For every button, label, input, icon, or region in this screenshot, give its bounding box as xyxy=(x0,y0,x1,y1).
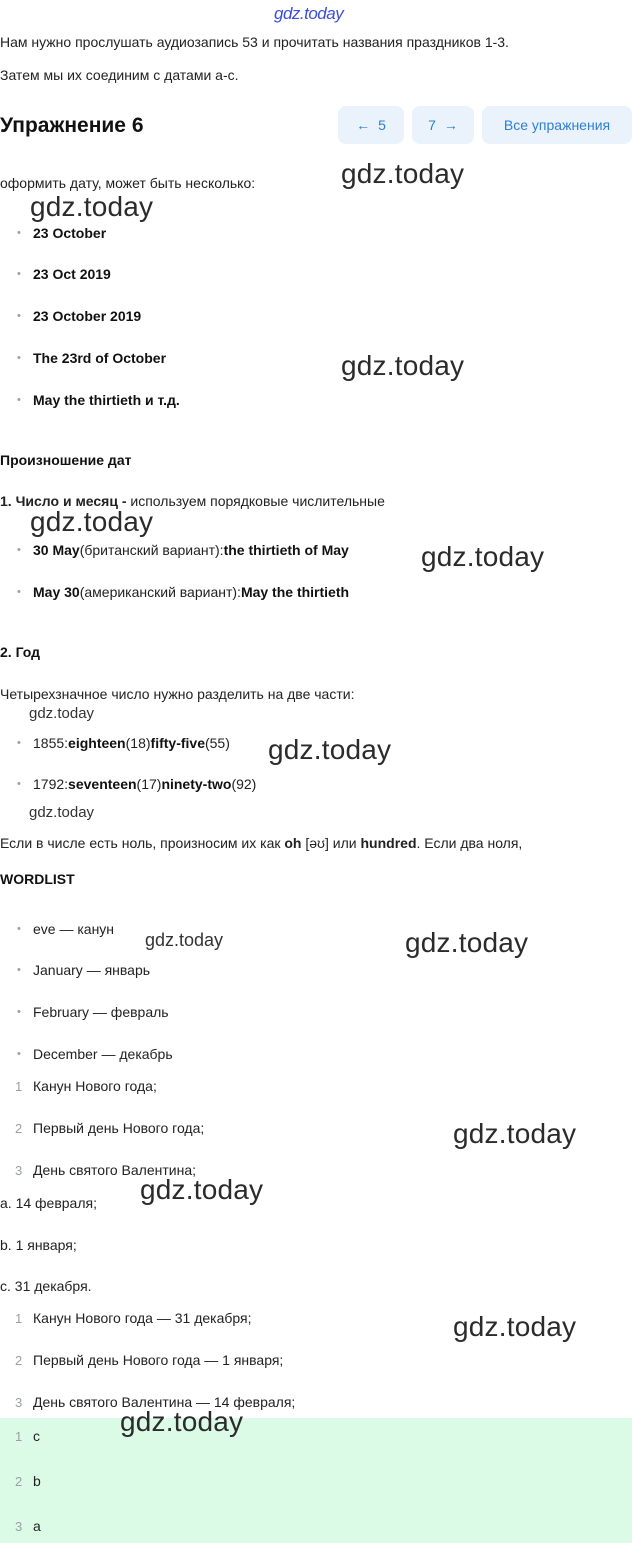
date-format-item: • May the thirtieth и т.д. xyxy=(0,388,180,412)
bullet-icon: • xyxy=(17,586,21,598)
bullet-icon: • xyxy=(17,544,21,556)
year-item: • 1855: eighteen (18) fifty-five (55) xyxy=(0,731,230,755)
watermark: gdz.today xyxy=(453,1311,577,1342)
prev-exercise-button[interactable] xyxy=(338,106,404,144)
bullet-icon: • xyxy=(17,923,21,935)
us-date-item: • May 30 (американский вариант): May the thirtieth xyxy=(0,580,349,604)
wordlist-item: • eve — канун xyxy=(0,917,114,941)
watermark: gdz.today xyxy=(140,1174,264,1205)
watermark: gdz.today xyxy=(421,541,545,572)
bullet-icon: • xyxy=(17,778,21,790)
bullet-icon: • xyxy=(17,1006,21,1018)
watermark: gdz.today xyxy=(341,350,465,381)
holiday-item: 3 День святого Валентина; xyxy=(15,1162,197,1178)
watermark: gdz.today xyxy=(145,930,224,950)
answer-row: 1 c xyxy=(15,1428,40,1444)
prev-exercise-label: 5 xyxy=(378,117,386,133)
top-watermark: gdz.today xyxy=(274,4,344,23)
watermark: gdz.today xyxy=(29,804,95,821)
wordlist-item: • December — декабрь xyxy=(0,1042,173,1066)
date-format-item: • 23 October 2019 xyxy=(0,304,141,328)
matched-item: 3 День святого Валентина — 14 февраля; xyxy=(15,1394,296,1410)
next-exercise-button[interactable] xyxy=(412,106,474,144)
bullet-icon: • xyxy=(17,737,21,749)
date-option-b: b. 1 января; xyxy=(0,1237,77,1253)
date-format-item: • 23 Oct 2019 xyxy=(0,262,111,286)
year-intro: Четырехзначное число нужно разделить на две части: xyxy=(0,686,355,702)
matched-item: 1 Канун Нового года — 31 декабря; xyxy=(15,1310,252,1326)
answer-row: 3 a xyxy=(15,1518,41,1534)
pronunciation-title: Произношение дат xyxy=(0,452,132,468)
arrow-right-icon: → xyxy=(443,117,458,133)
holiday-item: 1 Канун Нового года; xyxy=(15,1078,157,1094)
bullet-icon: • xyxy=(17,352,21,364)
bullet-icon: • xyxy=(17,1048,21,1060)
bullet-icon: • xyxy=(17,227,21,239)
watermark: gdz.today xyxy=(30,506,154,537)
exercise-title: Упражнение 6 xyxy=(0,114,144,137)
all-exercises-button[interactable] xyxy=(482,106,632,144)
watermark: gdz.today xyxy=(405,927,529,958)
arrow-left-icon: ← xyxy=(356,117,371,133)
uk-date-item: • 30 May (британский вариант): the thirtieth of May xyxy=(0,538,349,562)
bullet-icon: • xyxy=(17,268,21,280)
bullet-icon: • xyxy=(17,310,21,322)
wordlist-item: • January — январь xyxy=(0,958,150,982)
bullet-icon: • xyxy=(17,394,21,406)
date-format-item: • 23 October xyxy=(0,221,106,245)
all-exercises-label: Все упражнения xyxy=(503,117,611,133)
watermark: gdz.today xyxy=(268,734,392,765)
date-format-item: • The 23rd of October xyxy=(0,346,166,370)
watermark: gdz.today xyxy=(29,705,95,722)
intro-line-1: Нам нужно прослушать аудиозапись 53 и прочитать названия праздников 1-3. xyxy=(0,34,509,50)
watermark: gdz.today xyxy=(453,1118,577,1149)
point-2: 2. Год xyxy=(0,644,41,660)
intro-line-2: Затем мы их соединим с датами a-c. xyxy=(0,67,239,83)
answer-row: 2 b xyxy=(15,1473,41,1489)
zero-rule: Если в числе есть ноль, произносим их как oh [əʊ] или hundred. Если два ноля, xyxy=(0,835,523,851)
holiday-item: 2 Первый день Нового года; xyxy=(15,1120,205,1136)
watermark: gdz.today xyxy=(120,1406,244,1437)
wordlist-title: WORDLIST xyxy=(0,871,75,887)
date-option-c: c. 31 декабря. xyxy=(0,1278,92,1294)
next-exercise-label: 7 xyxy=(428,117,436,133)
answer-box xyxy=(0,1418,632,1543)
date-option-a: a. 14 февраля; xyxy=(0,1195,97,1211)
year-item: • 1792: seventeen (17) ninety-two (92) xyxy=(0,772,256,796)
date-formats-intro: оформить дату, может быть несколько: xyxy=(0,175,256,191)
bullet-icon: • xyxy=(17,964,21,976)
wordlist-item: • February — февраль xyxy=(0,1000,169,1024)
point-1: 1. Число и месяц - используем порядковые числительные xyxy=(0,493,385,509)
watermark: gdz.today xyxy=(341,158,465,189)
watermark: gdz.today xyxy=(30,191,154,222)
matched-item: 2 Первый день Нового года — 1 января; xyxy=(15,1352,284,1368)
